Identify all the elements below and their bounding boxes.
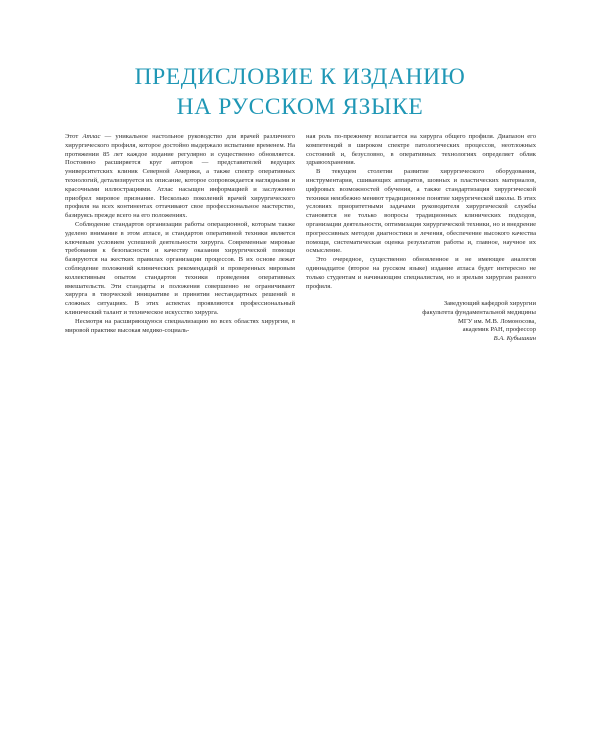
- signature-university: МГУ им. М.В. Ломоносова,: [458, 317, 536, 325]
- title-line-2: НА РУССКОМ ЯЗЫКЕ: [176, 94, 424, 120]
- paragraph-3-continued: ная роль по-прежнему возлагается на хирурга общего профиля. Диапазон его компетенций в широком спектре патологических процессов, неотложных состояний и, безусловно, в оперативных технологиях определяет облик здравоохранения.: [306, 133, 536, 167]
- paragraph-4: В текущем столетии развитие хирургического оборудования, инструментария, сшивающих аппаратов, шовных и пластических материалов, цифровых возможностей обучения, а также стандартизация хирургической техники неизбежно меняют традиционное понятие хирургической школы. В этих условиях приоритетными задачами руководителя хирургической службы становятся не только вопросы традиционных клинических подходов, организации деятельности, оптимизация хирургической техники, но и внедрение прогрессивных методов диагностики и лечения, обеспечение высокого качества помощи, систематическая оценка результатов работы и, главное, научное их осмысление.: [306, 168, 536, 255]
- signature-block: [306, 300, 536, 343]
- title-line-1: ПРЕДИСЛОВИЕ К ИЗДАНИЮ: [134, 64, 466, 90]
- paragraph-3: Несмотря на расширяющуюся специализацию во всех областях хирургии, в мировой практике высокая медико-социаль-: [65, 317, 295, 334]
- atlas-italic: Атлас: [82, 133, 101, 140]
- signature-faculty: факультета фундаментальной медицины: [422, 308, 536, 316]
- right-column: [306, 133, 536, 343]
- paragraph-1: [65, 133, 295, 221]
- page-title: [0, 62, 600, 122]
- paragraph-1-start: Этот: [65, 133, 83, 140]
- paragraph-1-body: — уникальное настольное руководство для врачей различного хирургического профиля, которое достойно выдержало испытание временем. На протяжении 85 лет каждое издание регулярно и существенно обновляется. Постоянно расширяется круг авторов — представителей ведущих университетских клиник Северной Америки, а также спектр оперативных технологий, детализируется их описание, которое сопровождается наглядными и красочными иллюстрациями. Атлас насыщен информацией и заслуженно приобрел мировое признание. Несколько поколений врачей хирургического профиля на всех континентах оттачивают свое профессиональное мастерство, базируясь прежде всего на его положениях.: [65, 133, 295, 220]
- signature-title: академик РАН, профессор: [462, 326, 536, 334]
- signature-name: В.А. Кубышкин: [493, 334, 536, 342]
- left-column: [65, 133, 295, 335]
- signature-position: Заведующий кафедрой хирургии: [443, 300, 536, 308]
- paragraph-5: Это очередное, существенно обновленное и не имеющее аналогов одиннадцатое (второе на русском языке) издание атласа будет интересно не только студентам и начинающим специалистам, но и зрелым хирургам разного профиля.: [306, 256, 536, 290]
- paragraph-2: Соблюдение стандартов организации работы операционной, которым также уделено внимание в этом атласе, и стандартов оперативной техники является ключевым условием успешной деятельности хирурга. Современные мировые требования к безопасности и качеству оказания хирургической помощи базируются на жестких правилах организации процессов. В их основе лежат соблюдение положений клинических рекомендаций и проверенных мировым коллективным опытом стандартов техники проведения оперативных вмешательств. Эти стандарты и положения совершенно не ограничивают хирурга в творческой инициативе и принятии нестандартных решений в сложных ситуациях. В этих аспектах проявляются профессиональный клинический талант и техническое искусство хирурга.: [65, 220, 295, 316]
